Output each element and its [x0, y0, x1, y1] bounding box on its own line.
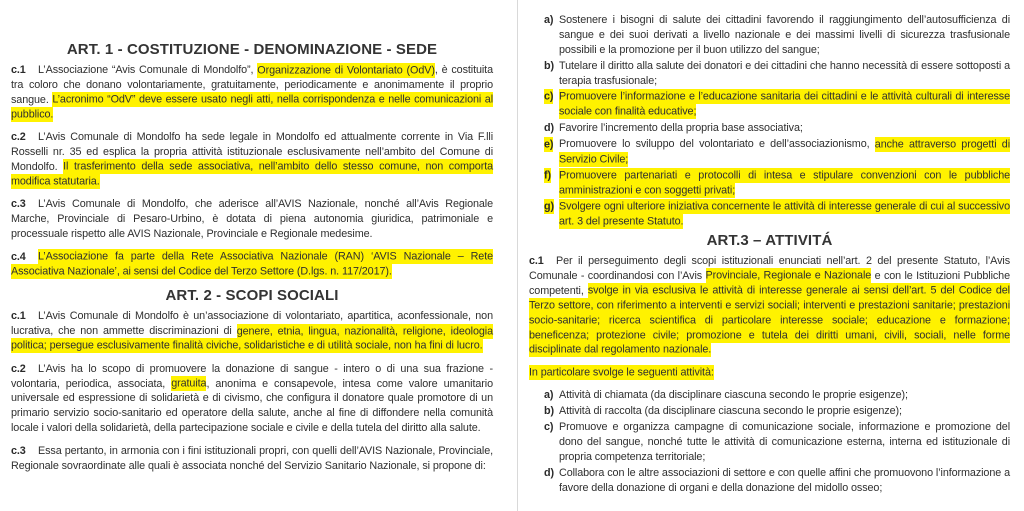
- list-item-marker: b): [544, 59, 554, 72]
- list-item-marker: a): [544, 388, 554, 401]
- list-item: [529, 200, 1010, 230]
- text-run: L’Avis ha lo scopo di promuovere la donazione di sangue - intero o di una sua frazione - volontaria, periodica, associata,: [11, 362, 493, 390]
- clause-marker: c.2: [11, 362, 26, 375]
- list-item: [529, 466, 1010, 496]
- text-run: L’Avis Comunale di Mondolfo, che aderisce all’AVIS Nazionale, nonché all’Avis Regionale Marche, Provinciale di Pesaro-Urbino, è dotata di piena autonomia giuridica, patrimoniale e processuale rispetto alle AVIS Nazionale, Provinciale e Regionale medesime.: [11, 198, 493, 240]
- highlight: f): [544, 169, 551, 182]
- clause-paragraph: [11, 444, 493, 474]
- list-item-marker: d): [544, 467, 554, 480]
- article-heading: ART.3 – ATTIVITÁ: [706, 232, 833, 250]
- text-run: L’Avis Comunale di Mondolfo ha sede legale in Mondolfo ed attualmente corrente in Via F.lli Rosselli nr. 35 ed esplica la propria attività istituzionale esclusivamente nell’ambito del Comune di Mondolfo.: [11, 131, 493, 173]
- text-run: Promuovere lo sviluppo del volontariato e dell’associazionismo,: [559, 138, 875, 151]
- text-run: Tutelare il diritto alla salute dei donatori e dei cittadini che hanno necessità di essere sottoposti a terapia trasfusionale;: [559, 59, 1010, 87]
- column-divider: [517, 0, 518, 511]
- clause-paragraph: [11, 362, 493, 436]
- clause-paragraph: [529, 254, 1010, 358]
- list-item-marker: [544, 90, 559, 105]
- list-item: [529, 121, 1010, 136]
- right-column: [529, 0, 1010, 497]
- list-item: [529, 404, 1010, 419]
- clause-marker: c.3: [11, 444, 26, 457]
- list-item-marker: c): [544, 421, 554, 434]
- list-item: [529, 420, 1010, 464]
- highlight: Promuovere partenariati e protocolli di intesa e stipulare convenzioni con le pubbliche amministrazioni e con soggetti privati;: [559, 169, 1010, 197]
- highlight: g): [544, 200, 554, 213]
- list-item-marker: b): [544, 404, 554, 417]
- text-run: Attività di chiamata (da disciplinare ciascuna secondo le proprie esigenze);: [559, 388, 908, 401]
- left-column: [11, 0, 493, 481]
- highlight: Promuovere l’informazione e l’educazione sanitaria dei cittadini e le attività culturali di interesse sociale con finalità educative;: [559, 90, 1010, 118]
- highlight: gratuita: [171, 377, 207, 390]
- list-item: [529, 59, 1010, 89]
- text-run: Per il perseguimento degli scopi istituzionali enunciati nell’art. 2 del presente Statuto, l’Avis Comunale - coordinandosi con l’Avis: [529, 255, 1010, 282]
- list-item-marker: [544, 200, 559, 215]
- list-item-marker: a): [544, 14, 554, 26]
- list-item-marker: [544, 168, 559, 183]
- highlight: Svolgere ogni ulteriore iniziativa concernente le attività di interesse generale di cui al successivo art. 3 del presente Statuto.: [559, 200, 1010, 228]
- list-item: [529, 137, 1010, 167]
- paragraph: [529, 366, 1010, 381]
- clause-paragraph: [11, 250, 493, 280]
- text-run: Essa pertanto, in armonia con i fini istituzionali propri, con quelli dell’AVIS Nazionale, Provinciale, Regionale sovraordinate alle quali è associata nonché del Servizio Sanitario Nazionale, si propone di:: [11, 444, 493, 472]
- text-run: Favorire l’incremento della propria base associativa;: [559, 122, 803, 135]
- clause-marker: c.1: [11, 64, 26, 76]
- list-item: [529, 168, 1010, 198]
- article-heading: ART. 2 - SCOPI SOCIALI: [165, 287, 339, 305]
- list-item: [529, 388, 1010, 403]
- clause-marker: c.1: [11, 310, 26, 323]
- clause-marker: c.1: [529, 255, 544, 268]
- highlight: svolge in via esclusiva le attività di interesse generale ai sensi dell’art. 5 del Codice del Terzo settore, con riferimento a interventi e servizi sociali; interventi e prestazioni sanitarie; prestazioni socio-sanitarie; ricerca scientifica di particolare interesse sociale; educazione e formazione; beneficenza; protezione civile; promozione e tutela dei diritti umani, civili, sociali, nelle forme disciplinate dal regolamento nazionale.: [529, 284, 1010, 356]
- list-item-marker: d): [544, 122, 554, 135]
- list-item: [529, 13, 1010, 57]
- list-item-marker: [544, 137, 559, 152]
- highlight: Provinciale, Regionale e Nazionale: [705, 269, 872, 282]
- clause-marker: c.2: [11, 131, 26, 144]
- clause-marker: c.4: [11, 250, 26, 263]
- clause-paragraph: [11, 63, 493, 122]
- text-run: Attività di raccolta (da disciplinare ciascuna secondo le proprie esigenze);: [559, 404, 902, 417]
- highlight: L’Associazione fa parte della Rete Associativa Nazionale (RAN) ‘AVIS Nazionale – Rete Associativa Nazionale’, ai sensi del Codice del Terzo Settore (D.lgs. n. 117/2017).: [11, 250, 493, 278]
- highlight: anche attraverso progetti di Servizio Civile;: [559, 138, 1010, 166]
- list-item: [529, 90, 1010, 120]
- text-run: Promuove e organizza campagne di comunicazione sociale, informazione e promozione del dono del sangue, nonché tutte le attività di comunicazione esterna, interna ed istituzionale di propria competenza territoriale;: [559, 421, 1010, 463]
- highlight: Il trasferimento della sede associativa, nell’ambito dello stesso comune, non comporta modifica statutaria.: [11, 160, 493, 188]
- highlight: L’acronimo “OdV” deve essere usato negli atti, nella corrispondenza e nelle comunicazioni al pubblico.: [11, 93, 493, 121]
- clause-paragraph: [11, 197, 493, 241]
- clause-marker: c.3: [11, 198, 26, 211]
- text-run: Collabora con le altre associazioni di settore e con quelle affini che promuovono l’informazione a favore della donazione di organi e della donazione del midollo osseo;: [559, 467, 1010, 494]
- highlight: c): [544, 90, 554, 103]
- text-run: L’Associazione “Avis Comunale di Mondolfo”,: [38, 64, 258, 76]
- text-run: Sostenere i bisogni di salute dei cittadini favorendo il raggiungimento dell’autosufficienza di sangue e dei suoi derivati a livello nazionale e dei massimi livelli di sicurezza trasfusionale possibili e la promozione per il buon utilizzo del sangue;: [559, 14, 1010, 56]
- clause-paragraph: [11, 309, 493, 353]
- clause-paragraph: [11, 130, 493, 189]
- highlight: In particolare svolge le seguenti attività:: [529, 366, 714, 379]
- article-heading: ART. 1 - COSTITUZIONE - DENOMINAZIONE - SEDE: [66, 41, 438, 58]
- highlight: e): [544, 138, 554, 151]
- text-run: , è costituita tra coloro che donano volontariamente, gratuitamente, periodicamente e anonimamente il proprio sangue.: [11, 64, 493, 106]
- highlight: genere, etnia, lingua, nazionalità, religione, ideologia politica; persegue esclusivamente finalità civiche, solidaristiche e di utilità sociale, non ha fini di lucro.: [11, 325, 493, 352]
- text-run: L’Avis Comunale di Mondolfo è un’associazione di volontariato, apartitica, aconfessionale, non lucrativa, che non ammette discriminazioni di: [11, 310, 493, 338]
- highlight: Organizzazione di Volontariato (OdV): [257, 64, 435, 76]
- text-run: e con le Istituzioni Pubbliche competenti,: [529, 269, 1010, 297]
- text-run: , anonima e consapevole, intesa come valore umanitario universale ed espressione di solidarietà e di civismo, che configura il donatore quale promotore di un primario servizio socio-sanitario ed operatore della salute, anche al fine di diffondere nella comunità locale i valori della solidarietà, della partecipazione sociale e civile e della tutela del diritto alla salute.: [11, 377, 493, 434]
